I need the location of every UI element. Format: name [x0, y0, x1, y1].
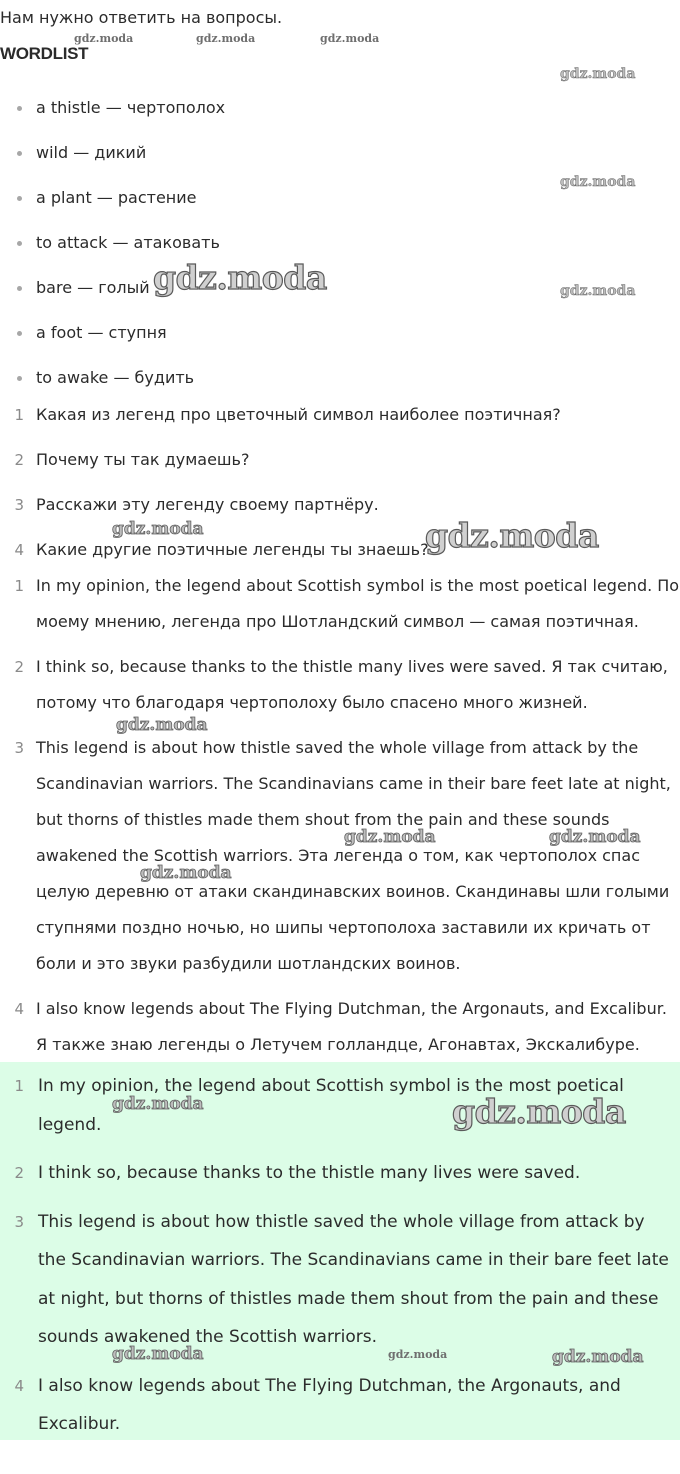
bullet-icon: [17, 196, 22, 201]
wordlist-item: [0, 135, 225, 180]
english-answer-text: I think so, because thanks to the thistle many lives were saved.: [38, 1163, 581, 1183]
bullet-icon: [17, 331, 22, 336]
watermark: gdz.moda: [425, 516, 599, 555]
question-item: [0, 442, 561, 487]
watermark: gdz.moda: [452, 1092, 626, 1131]
answer-item: [0, 991, 680, 1072]
answer-item: [0, 568, 680, 649]
wordlist-item-text: a plant — растение: [36, 188, 197, 207]
english-answer-number: 3: [14, 1212, 24, 1231]
wordlist-item-text: to awake — будить: [36, 368, 195, 387]
wordlist: [0, 90, 225, 405]
answers-list: [0, 568, 680, 1072]
watermark: gdz.moda: [560, 66, 636, 82]
question-number: 1: [14, 406, 24, 424]
answer-text: In my opinion, the legend about Scottish symbol is the most poetical legend. По моему мнению, легенда про Шотландский символ — самая поэтичная.: [36, 576, 680, 631]
english-answer-number: 1: [14, 1077, 24, 1095]
wordlist-item: [0, 270, 225, 315]
wordlist-item: [0, 225, 225, 270]
wordlist-item-text: to attack — атаковать: [36, 233, 220, 252]
bullet-icon: [17, 151, 22, 156]
watermark: gdz.moda: [196, 32, 256, 45]
english-answers-list: [0, 1067, 680, 1454]
wordlist-item-text: a thistle — чертополох: [36, 98, 226, 117]
watermark: gdz.moda: [560, 174, 636, 190]
question-number: 4: [14, 541, 24, 559]
question-text: Какие другие поэтичные легенды ты знаешь?: [36, 540, 429, 559]
watermark: gdz.moda: [112, 1094, 204, 1114]
answer-item: [0, 730, 680, 991]
question-number: 2: [14, 451, 24, 469]
english-answer-item: [0, 1203, 680, 1367]
question-item: [0, 397, 561, 442]
answer-text: I think so, because thanks to the thistle many lives were saved. Я так считаю, потому что благодаря чертополоху было спасено много жизней.: [36, 657, 668, 712]
answer-number: 1: [14, 577, 24, 595]
answer-number: 3: [14, 739, 24, 757]
answer-text: I also know legends about The Flying Dutchman, the Argonauts, and Excalibur. Я также знаю легенды о Летучем голландце, Агонавтах, Экскалибуре.: [36, 999, 667, 1054]
question-number: 3: [14, 496, 24, 514]
wordlist-item: [0, 315, 225, 360]
question-text: Какая из легенд про цветочный символ наиболее поэтичная?: [36, 405, 561, 424]
bullet-icon: [17, 106, 22, 111]
watermark: gdz.moda: [344, 827, 436, 847]
watermark: gdz.moda: [116, 715, 208, 735]
question-text: Почему ты так думаешь?: [36, 450, 250, 469]
wordlist-item: [0, 90, 225, 135]
watermark: gdz.moda: [552, 1347, 644, 1367]
english-answer-item: [0, 1367, 680, 1454]
questions-list: [0, 397, 561, 577]
question-item: [0, 487, 561, 532]
wordlist-title: WORDLIST: [0, 44, 89, 63]
bullet-icon: [17, 376, 22, 381]
english-answer-number: 2: [14, 1164, 24, 1182]
answer-text: This legend is about how thistle saved the whole village from attack by the Scandinavian warriors. The Scandinavians came in their bare feet late at night, but thorns of thistles made them shout from the pain and these sounds awakened the Scottish warriors. Эта легенда о том, как чертополох спас целую деревню от атаки скандинавских воинов. Скандинавы шли голыми ступнями поздно ночью, но шипы чертополоха заставили их кричать от боли и это звуки разбудили шотландских воинов.: [36, 738, 671, 973]
watermark: gdz.moda: [388, 1348, 448, 1361]
wordlist-item-text: wild — дикий: [36, 143, 147, 162]
english-answer-item: [0, 1067, 680, 1154]
english-answer-text: I also know legends about The Flying Dutchman, the Argonauts, and Excalibur.: [38, 1375, 621, 1434]
watermark: gdz.moda: [560, 283, 636, 299]
english-answer-text: This legend is about how thistle saved the whole village from attack by the Scandinavian warriors. The Scandinavians came in their bare feet late at night, but thorns of thistles made them shout from the pain and these sounds awakened the Scottish warriors.: [38, 1211, 669, 1347]
watermark: gdz.moda: [112, 519, 204, 539]
watermark: gdz.moda: [74, 32, 134, 45]
watermark: gdz.moda: [153, 258, 327, 297]
bullet-icon: [17, 286, 22, 291]
wordlist-item-text: a foot — ступня: [36, 323, 167, 342]
intro-text: Нам нужно ответить на вопросы.: [0, 8, 283, 27]
answer-number: 2: [14, 658, 24, 676]
watermark: gdz.moda: [549, 827, 641, 847]
wordlist-item-text: bare — голый: [36, 278, 150, 297]
english-answer-item: [0, 1154, 680, 1203]
watermark: gdz.moda: [112, 1344, 204, 1364]
watermark: gdz.moda: [140, 863, 232, 883]
watermark: gdz.moda: [320, 32, 380, 45]
english-answers-box: [0, 1062, 680, 1440]
english-answer-number: 4: [14, 1376, 24, 1395]
bullet-icon: [17, 241, 22, 246]
english-answer-text: In my opinion, the legend about Scottish symbol is the most poetical legend.: [38, 1076, 624, 1135]
question-text: Расскажи эту легенду своему партнёру.: [36, 495, 379, 514]
answer-item: [0, 649, 680, 730]
answer-number: 4: [14, 1000, 24, 1018]
wordlist-item: [0, 180, 225, 225]
